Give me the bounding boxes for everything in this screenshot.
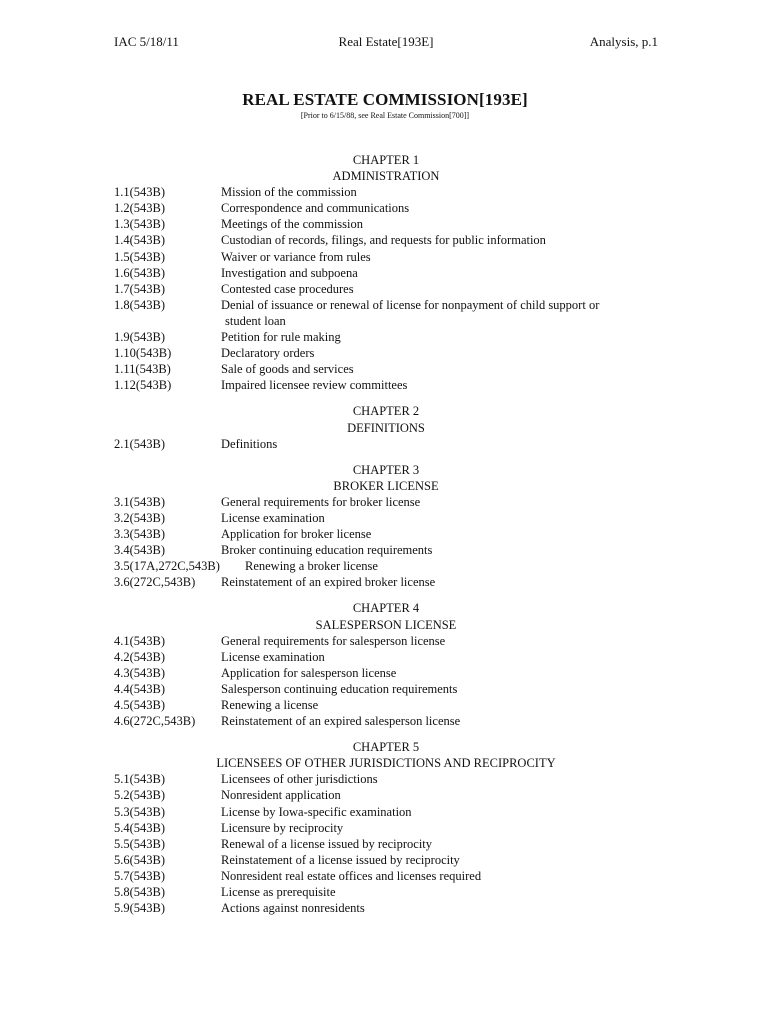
- rule-entry: [114, 542, 674, 558]
- rule-title: [221, 681, 674, 697]
- rule-entry: [114, 697, 674, 713]
- chapter-section: [114, 403, 674, 451]
- rule-entry: [114, 265, 674, 281]
- rule-title: [221, 436, 674, 452]
- chapter-section: [114, 600, 674, 729]
- rule-entry: [114, 868, 674, 884]
- rule-entry: [114, 184, 674, 200]
- rule-title-text: Application for salesperson license: [221, 665, 397, 680]
- rule-title: [221, 232, 674, 248]
- rule-entry: [114, 329, 674, 345]
- rule-entry: [114, 820, 674, 836]
- rule-entry: [114, 216, 674, 232]
- rule-title-text: Licensure by reciprocity: [221, 820, 344, 835]
- rule-title-text: Nonresident application: [221, 788, 341, 803]
- document-subtitle: [Prior to 6/15/88, see Real Estate Commission[700]]: [300, 111, 470, 120]
- rule-title: [221, 329, 674, 345]
- rule-title-text: License examination: [221, 649, 325, 664]
- rule-title-text: Correspondence and communications: [221, 201, 410, 216]
- rule-title-text: Salesperson continuing education requirements: [221, 681, 458, 696]
- rule-title-text: Reinstatement of an expired broker license: [221, 575, 436, 590]
- rule-entry: [114, 852, 674, 868]
- rule-entry: [114, 377, 674, 393]
- rule-entry: [114, 574, 674, 590]
- rule-title-text: Waiver or variance from rules: [221, 249, 371, 264]
- rule-number: 3.4(543B): [114, 543, 166, 558]
- rule-title: [221, 649, 674, 665]
- rule-number: 3.2(543B): [114, 510, 166, 525]
- rule-number: 3.1(543B): [114, 494, 166, 509]
- rule-number: 5.7(543B): [114, 868, 166, 883]
- rule-entry: [114, 249, 674, 265]
- rule-number: 5.3(543B): [114, 804, 166, 819]
- chapter-section: [114, 462, 674, 591]
- header-page-number: Analysis, p.1: [589, 34, 658, 49]
- rule-number: 4.4(543B): [114, 681, 166, 696]
- rule-entry: [114, 297, 674, 329]
- rule-title-text: Reinstatement of an expired salesperson license: [221, 714, 461, 729]
- chapter-section: [114, 152, 674, 393]
- chapter-heading: ADMINISTRATION: [332, 169, 440, 184]
- rule-number: 4.2(543B): [114, 649, 166, 664]
- rule-entry: [114, 713, 674, 729]
- rule-title-text: License examination: [221, 510, 325, 525]
- rule-number: 4.5(543B): [114, 698, 166, 712]
- rule-title-text: Mission of the commission: [221, 185, 357, 200]
- chapter-heading: DEFINITIONS: [347, 420, 425, 435]
- rule-entry: [114, 200, 674, 216]
- rule-entry: [114, 681, 674, 697]
- rule-title: [221, 249, 674, 265]
- rule-title-continuation: student loan: [225, 313, 286, 328]
- rule-number: 3.3(543B): [114, 527, 166, 542]
- rule-title: [221, 713, 674, 729]
- rule-number: 5.8(543B): [114, 885, 166, 900]
- rule-title: [221, 804, 674, 820]
- rule-number: 1.1(543B): [114, 185, 166, 200]
- header-agency: Real Estate[193E]: [338, 34, 434, 49]
- rule-entry: [114, 510, 674, 526]
- chapter-label: CHAPTER 5: [352, 740, 420, 755]
- chapter-label: CHAPTER 1: [352, 153, 420, 167]
- rule-title-text: License as prerequisite: [221, 885, 336, 900]
- rule-number: 1.9(543B): [114, 330, 166, 345]
- rule-entry: [114, 884, 674, 900]
- rule-title-text: Contested case procedures: [221, 281, 354, 296]
- rule-title: [221, 787, 674, 803]
- chapter-heading: BROKER LICENSE: [333, 478, 439, 493]
- rule-title-text: Renewing a license: [221, 698, 319, 712]
- chapter-section: [114, 739, 674, 916]
- rule-title-text: Nonresident real estate offices and licenses required: [221, 868, 482, 883]
- rule-title-text: Custodian of records, filings, and requests for public information: [221, 233, 546, 248]
- rule-entry: [114, 436, 674, 452]
- header-citation: IAC 5/18/11: [114, 34, 179, 49]
- rule-title: [221, 184, 674, 200]
- rule-entry: [114, 345, 674, 361]
- rule-entry: [114, 665, 674, 681]
- rule-entry: [114, 361, 674, 377]
- rule-title: [221, 836, 674, 852]
- chapter-label: CHAPTER 4: [352, 601, 420, 616]
- rule-title: [221, 771, 674, 787]
- rule-title: [221, 574, 674, 590]
- rule-entry: [114, 281, 674, 297]
- rule-title: [221, 884, 674, 900]
- rule-title: [221, 820, 674, 836]
- rule-title: [221, 361, 674, 377]
- rule-entry: [114, 649, 674, 665]
- rule-title: [221, 510, 674, 526]
- rule-title: [221, 665, 674, 681]
- rule-entry: [114, 900, 674, 916]
- rule-number: 1.8(543B): [114, 297, 166, 312]
- rule-title: [221, 633, 674, 649]
- rule-number: 1.2(543B): [114, 201, 166, 216]
- rule-title: [221, 852, 674, 868]
- rule-entry: [114, 836, 674, 852]
- rule-number: 1.5(543B): [114, 249, 166, 264]
- rule-number: 3.5(17A,272C,543B): [114, 559, 220, 574]
- chapter-label: CHAPTER 2: [352, 404, 420, 419]
- rule-title-text: License by Iowa-specific examination: [221, 804, 412, 819]
- rule-entry: [114, 787, 674, 803]
- rule-title-text: Reinstatement of a license issued by reciprocity: [221, 852, 460, 867]
- rule-title: [221, 868, 674, 884]
- rule-title-text: Licensees of other jurisdictions: [221, 772, 378, 787]
- rule-number: 1.7(543B): [114, 281, 166, 296]
- rule-number: 5.5(543B): [114, 836, 166, 851]
- rule-title: [221, 281, 674, 297]
- rule-entry: [114, 232, 674, 248]
- rule-entry: [114, 494, 674, 510]
- rule-title: [221, 377, 674, 393]
- rule-title-text: Broker continuing education requirements: [221, 543, 433, 558]
- rule-title-text: General requirements for salesperson license: [221, 633, 446, 648]
- rule-title-text: Sale of goods and services: [221, 362, 354, 377]
- rule-title: [221, 265, 674, 281]
- rule-number: 5.4(543B): [114, 820, 166, 835]
- rule-number: 4.1(543B): [114, 633, 166, 648]
- rule-entry: [114, 771, 674, 787]
- rule-number: 2.1(543B): [114, 436, 166, 451]
- rule-title-text: Investigation and subpoena: [221, 265, 358, 280]
- rule-number: 5.6(543B): [114, 852, 166, 867]
- rule-title: [221, 494, 674, 510]
- chapter-heading: LICENSEES OF OTHER JURISDICTIONS AND RECIPROCITY: [216, 756, 556, 771]
- rule-number: 5.1(543B): [114, 772, 166, 787]
- rule-title: [221, 345, 674, 361]
- rule-title: [245, 558, 674, 574]
- table-of-contents: [114, 152, 674, 916]
- rule-title: [221, 200, 674, 216]
- chapter-label: CHAPTER 3: [352, 462, 420, 477]
- rule-title-text: Renewing a broker license: [245, 559, 378, 574]
- rule-number: 4.6(272C,543B): [114, 714, 196, 729]
- rule-title: [221, 216, 674, 232]
- rule-title: [221, 697, 674, 713]
- rule-title-text: Declaratory orders: [221, 346, 315, 361]
- rule-number: 5.2(543B): [114, 788, 166, 803]
- rule-title: [221, 526, 674, 542]
- rule-entry: [114, 804, 674, 820]
- rule-entry: [114, 526, 674, 542]
- rule-number: 1.10(543B): [114, 346, 172, 361]
- rule-number: 5.9(543B): [114, 901, 166, 916]
- rule-number: 1.12(543B): [114, 378, 172, 393]
- page-header: [114, 34, 658, 52]
- rule-number: 1.11(543B): [114, 362, 171, 377]
- rule-number: 1.4(543B): [114, 233, 166, 248]
- rule-title: [221, 900, 674, 916]
- rule-title-text: Denial of issuance or renewal of license for nonpayment of child support or: [221, 297, 600, 312]
- rule-entry: [114, 558, 674, 574]
- rule-title-text: Impaired licensee review committees: [221, 378, 408, 393]
- document-title: REAL ESTATE COMMISSION[193E]: [242, 90, 528, 109]
- rule-number: 1.3(543B): [114, 217, 166, 232]
- chapter-heading: SALESPERSON LICENSE: [315, 617, 457, 632]
- rule-title-text: Meetings of the commission: [221, 217, 363, 232]
- rule-number: 1.6(543B): [114, 265, 166, 280]
- rule-number: 4.3(543B): [114, 665, 166, 680]
- rule-title-text: Petition for rule making: [221, 330, 341, 345]
- rule-title-text: Actions against nonresidents: [221, 901, 365, 916]
- rule-title-text: Definitions: [221, 436, 278, 451]
- rule-number: 3.6(272C,543B): [114, 575, 196, 590]
- rule-entry: [114, 633, 674, 649]
- rule-title-text: General requirements for broker license: [221, 494, 421, 509]
- rule-title-text: Application for broker license: [221, 527, 372, 542]
- rule-title: [221, 542, 674, 558]
- rule-title: [221, 297, 674, 329]
- rule-title-text: Renewal of a license issued by reciprocity: [221, 836, 433, 851]
